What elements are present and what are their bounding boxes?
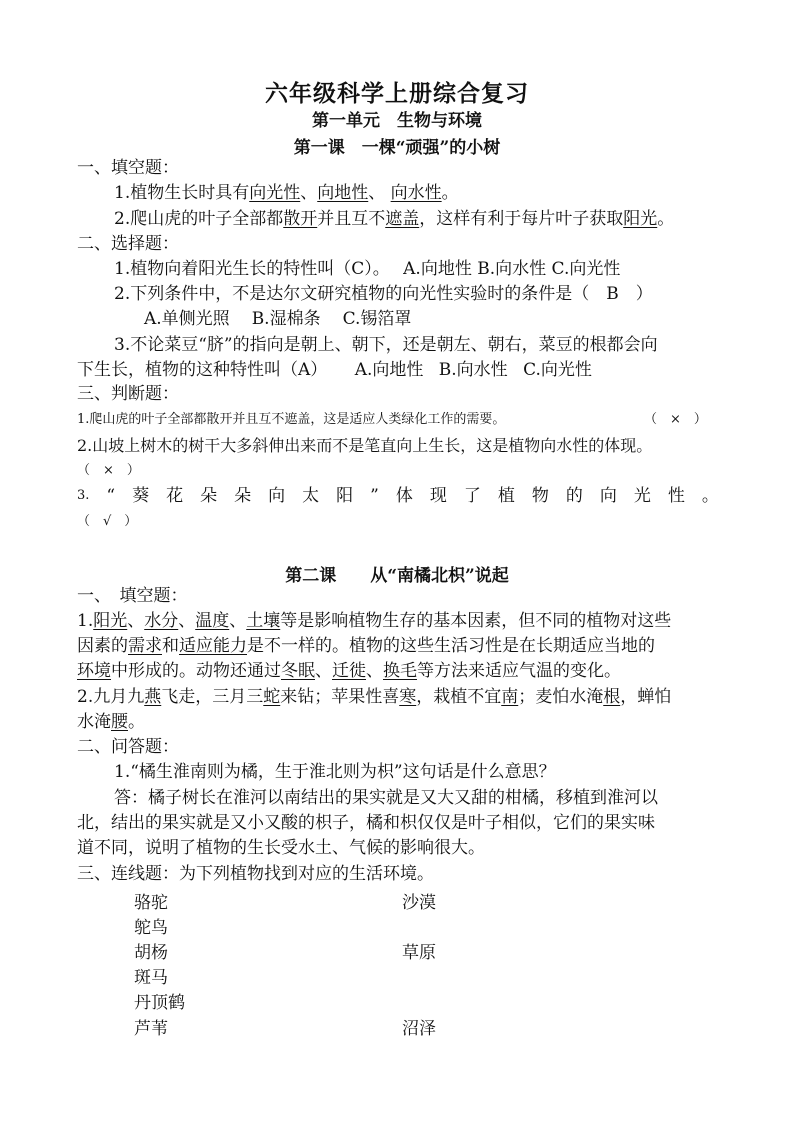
text: 和 <box>162 636 179 656</box>
option: A.向地性 <box>354 360 424 380</box>
char: 物 <box>531 486 549 506</box>
match-right-item: 沼泽 <box>402 1019 436 1039</box>
answer: 南 <box>501 687 519 707</box>
answer: 土壤 <box>246 611 281 631</box>
lesson1-judge1-text: 1.爬山虎的叶子全部都散开并且互不遮盖，这是适应人类绿化工作的需要。 <box>77 412 506 427</box>
lesson2-fill1-line3 <box>77 659 621 683</box>
text: 、 <box>178 611 196 631</box>
char: 朵 <box>234 486 252 506</box>
text: 因素的 <box>77 636 128 656</box>
answer: 温度 <box>195 611 230 631</box>
char: 朵 <box>200 486 218 506</box>
match-left-item: 骆驼 <box>134 893 168 913</box>
text: 来钻；苹果性喜 <box>280 687 400 707</box>
char: 阳 <box>336 486 354 506</box>
option: A.单侧光照 <box>144 309 230 329</box>
text: 1.植物生长时具有 <box>114 183 250 203</box>
text: 。 <box>657 209 675 229</box>
char: 体 <box>395 486 413 506</box>
lesson1-judge3-text <box>77 484 719 508</box>
char: 了 <box>463 486 481 506</box>
lesson2-fill-heading: 一、 填空题： <box>77 586 188 606</box>
answer: 燕 <box>144 687 162 707</box>
question-text: 下生长，植物的这种特性叫（A） <box>77 360 328 380</box>
text: ，这样有利于每片叶子获取 <box>419 209 624 229</box>
match-right-item: 草原 <box>402 943 436 963</box>
match-left-item: 斑马 <box>134 968 168 988</box>
lesson2-qa-heading: 二、问答题： <box>77 737 179 757</box>
answer: 环境 <box>77 661 111 681</box>
answer: 根 <box>603 687 621 707</box>
char: 太 <box>302 486 320 506</box>
lesson1-choice1 <box>114 257 620 281</box>
match-left-item: 芦苇 <box>134 1019 168 1039</box>
text: 、 <box>127 611 145 631</box>
text: 、 <box>300 183 318 203</box>
char: 性 <box>667 486 685 506</box>
match-left-item: 鸵鸟 <box>134 918 168 938</box>
lesson2-fill2-line1 <box>77 685 671 709</box>
match-right-item: 沙漠 <box>402 893 436 913</box>
option: C.锡箔罩 <box>342 309 412 329</box>
text: 。 <box>441 183 459 203</box>
answer: 冬眠 <box>281 661 315 681</box>
text: 、 <box>368 183 391 203</box>
lesson1-fill-heading: 一、填空题： <box>77 158 179 178</box>
lesson1-title: 第一课 一棵“顽强”的小树 <box>293 138 501 158</box>
lesson1-choice2-question: 2.下列条件中，不是达尔文研究植物的向光性实验时的条件是（ B ） <box>114 284 653 304</box>
text: 2.爬山虎的叶子全部都 <box>114 209 284 229</box>
lesson1-choice-heading: 二、选择题： <box>77 234 179 254</box>
char: 的 <box>565 486 583 506</box>
match-left-item: 胡杨 <box>134 943 168 963</box>
answer: 寒 <box>399 687 417 707</box>
answer: 阳光 <box>623 209 658 229</box>
answer: 换毛 <box>383 661 417 681</box>
answer: 向地性 <box>317 183 369 203</box>
text: ，栽植不宜 <box>416 687 502 707</box>
text: 等方法来适应气温的变化。 <box>417 661 621 681</box>
lesson2-qa-question: 1.“橘生淮南则为橘，生于淮北则为枳”这句话是什么意思？ <box>114 762 556 782</box>
text: ；麦怕水淹 <box>518 687 604 707</box>
lesson1-judge2-text: 2.山坡上树木的树干大多斜伸出来而不是笔直向上生长，这是植物向水性的体现。 <box>77 436 653 455</box>
lesson2-fill2-line2 <box>77 710 145 734</box>
answer: 向光性 <box>249 183 301 203</box>
answer: 散开 <box>283 209 318 229</box>
char: 向 <box>268 486 286 506</box>
answer: 需求 <box>128 636 162 656</box>
lesson1-judge2-mark: （ × ） <box>77 463 140 478</box>
text: 中形成的。动物还通过 <box>111 661 281 681</box>
text: 飞走，三月三 <box>161 687 264 707</box>
char: 光 <box>633 486 651 506</box>
lesson2-match-heading: 三、连线题：为下列植物找到对应的生活环境。 <box>77 864 434 884</box>
text: 。 <box>128 712 145 732</box>
text: 1. <box>77 611 94 631</box>
char: “ <box>106 486 116 506</box>
lesson2-qa-answer-line3: 道不同，说明了植物的生长受水土、气候的影响很大。 <box>77 838 485 858</box>
text: 是不一样的。植物的这些生活习性是在长期适应当地的 <box>247 636 655 656</box>
option: A.向地性 <box>403 259 472 279</box>
lesson2-fill1-line2 <box>77 634 655 658</box>
char: 3. <box>77 488 90 503</box>
option: B.向水性 <box>477 259 547 279</box>
option: B.湿棉条 <box>251 309 321 329</box>
char: 植 <box>497 486 515 506</box>
lesson2-title: 第二课 从“南橘北枳”说起 <box>285 566 509 586</box>
answer: 遮盖 <box>385 209 420 229</box>
answer: 迁徙 <box>332 661 366 681</box>
document-title: 六年级科学上册综合复习 <box>265 80 529 107</box>
char: 葵 <box>132 486 150 506</box>
text: 水淹 <box>77 712 111 732</box>
text: 、 <box>366 661 383 681</box>
answer: 腰 <box>111 712 128 732</box>
text: 等是影响植物生存的基本因素，但不同的植物对这些 <box>280 611 672 631</box>
lesson1-fill1 <box>114 181 459 205</box>
char: 向 <box>599 486 617 506</box>
lesson2-qa-answer-line2: 北，结出的果实就是又小又酸的枳子，橘和枳仅仅是叶子相似，它们的果实味 <box>77 813 655 833</box>
answer: 蛇 <box>263 687 281 707</box>
text: 并且互不 <box>317 209 386 229</box>
char: 花 <box>166 486 184 506</box>
lesson1-judge3-mark: （ √ ） <box>77 514 138 529</box>
text: 、 <box>315 661 332 681</box>
char: 。 <box>701 486 719 506</box>
char: ” <box>370 486 379 506</box>
lesson1-judge1-mark: （ × ） <box>644 412 707 427</box>
lesson2-qa-answer-line1: 答：橘子树长在淮河以南结出的果实就是又大又甜的柑橘，移植到淮河以 <box>114 788 658 808</box>
answer: 适应能力 <box>179 636 247 656</box>
text: 、 <box>229 611 247 631</box>
lesson1-choice3-line2 <box>77 358 592 382</box>
answer: 阳光 <box>93 611 128 631</box>
answer: 水分 <box>144 611 179 631</box>
unit-title: 第一单元 生物与环境 <box>312 111 482 131</box>
text: ，蝉怕 <box>620 687 672 707</box>
option: C.向光性 <box>523 360 592 380</box>
lesson2-fill1-line1 <box>77 609 671 633</box>
match-left-item: 丹顶鹤 <box>134 993 185 1013</box>
lesson1-choice2-options <box>144 307 411 331</box>
question-text: 1.植物向着阳光生长的特性叫（C）。 <box>114 259 390 279</box>
char: 现 <box>429 486 447 506</box>
text: 2.九月九 <box>77 687 145 707</box>
option: B.向水性 <box>438 360 508 380</box>
lesson1-fill2 <box>114 207 674 231</box>
lesson1-choice3-line1: 3.不论菜豆“脐”的指向是朝上、朝下，还是朝左、朝右，菜豆的根都会向 <box>114 335 658 355</box>
lesson1-judge-heading: 三、判断题： <box>77 384 179 404</box>
answer: 向水性 <box>390 183 442 203</box>
option: C.向光性 <box>551 259 621 279</box>
